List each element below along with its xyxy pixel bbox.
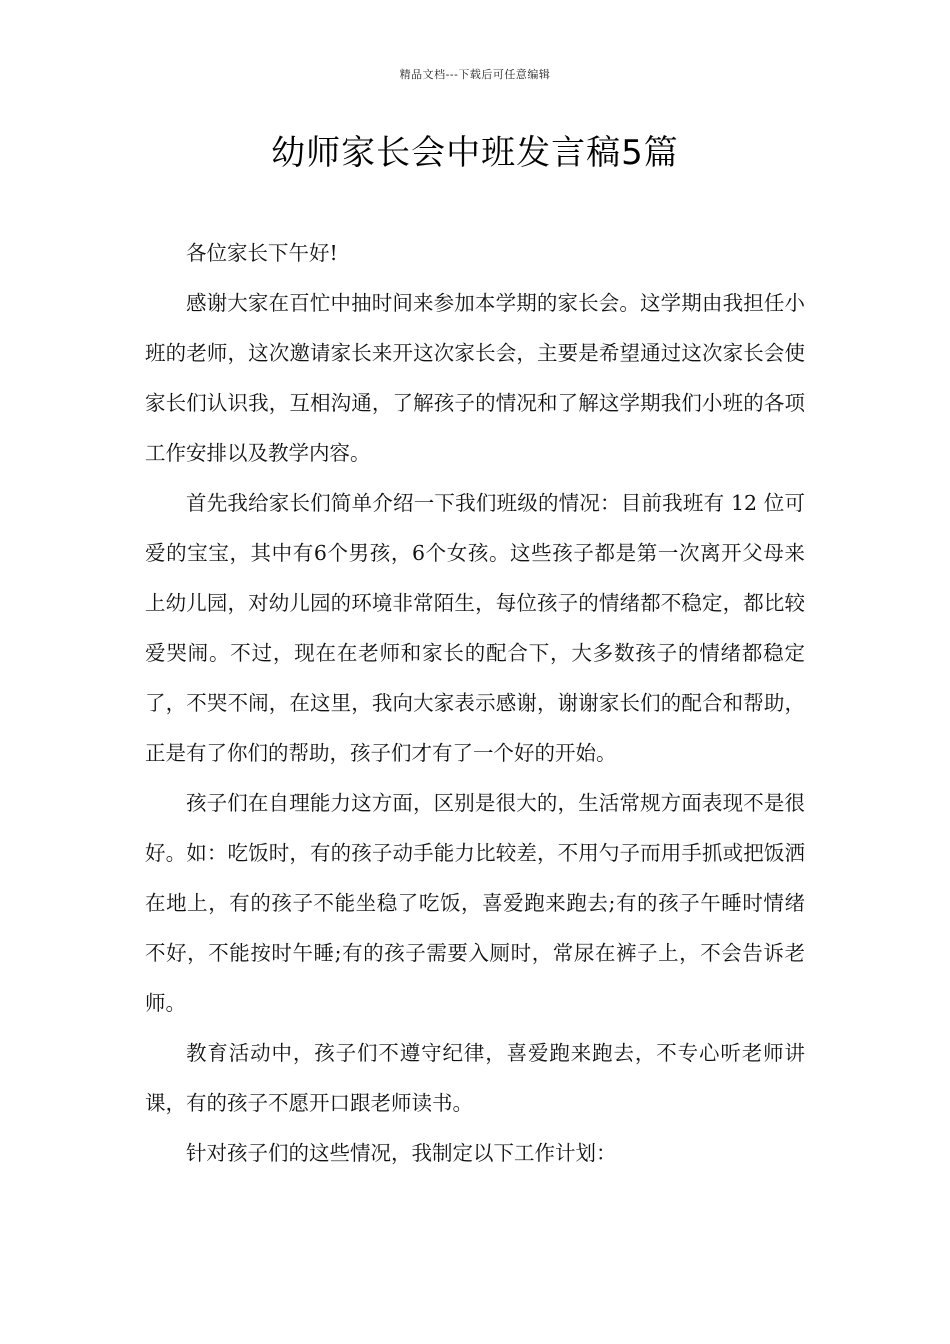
paragraph-greeting: 各位家长下午好! xyxy=(186,241,338,265)
paragraph-thanks: 感谢大家在百忙中抽时间来参加本学期的家长会。这学期由我担任小班的老师，这次邀请家长来开这次家长会，主要是希望通过这次家长会使家长们认识我，互相沟通，了解孩子的情况和了解这学期我们小班的各项工作安排以及教学内容。 xyxy=(145,291,805,465)
paragraph-plan: 针对孩子们的这些情况，我制定以下工作计划： xyxy=(186,1141,617,1165)
document-body xyxy=(145,228,805,1178)
paragraph-class-intro: 首先我给家长们简单介绍一下我们班级的情况：目前我班有 12 位可爱的宝宝，其中有6个男孩，6个女孩。这些孩子都是第一次离开父母来上幼儿园，对幼儿园的环境非常陌生，每位孩子的情绪都不稳定，都比较爱哭闹。不过，现在在老师和家长的配合下，大多数孩子的情绪都稳定了，不哭不闹，在这里，我向大家表示感谢，谢谢家长们的配合和帮助，正是有了你们的帮助，孩子们才有了一个好的开始。 xyxy=(145,491,805,765)
paragraph-education: 教育活动中，孩子们不遵守纪律，喜爱跑来跑去，不专心听老师讲课，有的孩子不愿开口跟老师读书。 xyxy=(145,1041,805,1115)
header-note: 精品文档---下载后可任意编辑 xyxy=(399,68,551,81)
paragraph-self-care: 孩子们在自理能力这方面，区别是很大的，生活常规方面表现不是很好。如：吃饭时，有的孩子动手能力比较差，不用勺子而用手抓或把饭洒在地上，有的孩子不能坐稳了吃饭，喜爱跑来跑去;有的孩子午睡时情绪不好，不能按时午睡;有的孩子需要入厕时，常尿在裤子上，不会告诉老师。 xyxy=(145,791,805,1015)
document-title: 幼师家长会中班发言稿5篇 xyxy=(271,133,679,173)
